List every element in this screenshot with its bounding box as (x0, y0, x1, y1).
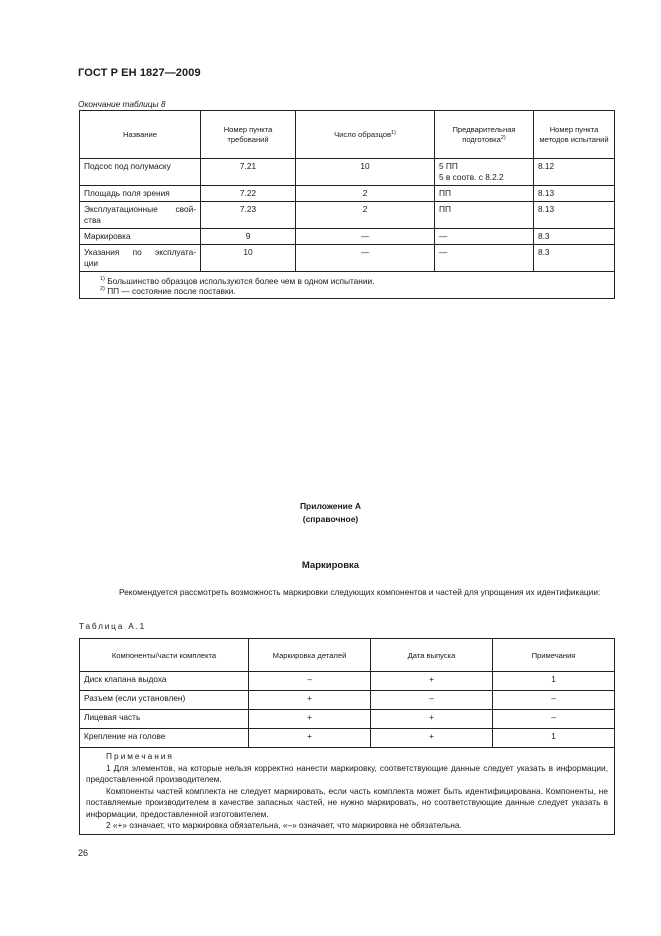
table8-cell-samples: 10 (296, 159, 435, 186)
notes-heading: Примечания (106, 751, 174, 761)
intro-paragraph: Рекомендуется рассмотреть возможность маркировки следующих компонентов и частей для упрощения их идентификации: (119, 587, 601, 597)
table8-cell-samples: — (296, 229, 435, 245)
table8-cell-samples: 2 (296, 202, 435, 229)
appendix-title-block (0, 500, 661, 526)
table8-col-prep: Предварительная подготовка$^{2)}$ (435, 111, 534, 159)
table8-cell-method: 8.12 (534, 159, 615, 186)
table8-cell-name: Эксплуатационные свой- ства (80, 202, 201, 229)
table8-cell-req: 7.21 (201, 159, 296, 186)
table8-cell-prep: 5 ПП 5 в соотв. с 8.2.2 (435, 159, 534, 186)
table8-cell-samples: 2 (296, 186, 435, 202)
table8-cell-name: Площадь поля зрения (80, 186, 201, 202)
tableA1-cell-date: + (371, 729, 493, 748)
table8-col-samples: Число образцов$^{1)}$ (296, 111, 435, 159)
table-row (80, 691, 615, 710)
table8-col-method: Номер пункта методов испытаний (534, 111, 615, 159)
tableA1-cell-note: 1 (493, 729, 615, 748)
document-header: ГОСТ Р ЕН 1827—2009 (78, 67, 201, 79)
table8-cell-name: Подсос под полумаску (80, 159, 201, 186)
table8-cell-name: Указания по эксплуата- ции (80, 245, 201, 272)
tableA1-cell-note: – (493, 691, 615, 710)
note-components: Компоненты частей комплекта не следует маркировать, если часть комплекта может быть идентифицирована. Компоненты, не поставляемые производителем в качестве запасных частей, не нужно маркировать, но соответствующие данные следует указать в информации, предоставленной изготовителем. (86, 785, 608, 819)
footnote-2: $^{2)}$ ПП — состояние после поставки. (100, 286, 236, 296)
table8-cell-method: 8.13 (534, 186, 615, 202)
table-row (80, 159, 615, 186)
tableA1-col-date: Дата выпуска (371, 639, 493, 672)
table-row (80, 202, 615, 229)
table8-col-name: Название (80, 111, 201, 159)
table8-cell-prep: ПП (435, 202, 534, 229)
table8-cell-prep: — (435, 245, 534, 272)
table8-cell-prep: ПП (435, 186, 534, 202)
tableA1-cell-date: + (371, 672, 493, 691)
appendix-subtitle: (справочное) (302, 514, 359, 524)
tableA1-cell-marking: + (249, 710, 371, 729)
table-row (80, 245, 615, 272)
table8-cell-prep: — (435, 229, 534, 245)
tableA1-cell-note: 1 (493, 672, 615, 691)
footnote-1: $^{1)}$ Большинство образцов используются более чем в одном испытании. (100, 276, 375, 286)
table8-cell-req: 10 (201, 245, 296, 272)
note-1: 1 Для элементов, на которые нельзя корректно нанести маркировку, соответствующие данные следует указать в информации, предоставленной производителем. (86, 762, 608, 784)
tableA1-cell-date: + (371, 710, 493, 729)
table8-cell-method: 8.3 (534, 229, 615, 245)
tableA1-cell-date: – (371, 691, 493, 710)
table-row (80, 229, 615, 245)
note-2: 2 «+» означает, что маркировка обязательна, «–» означает, что маркировка не обязательна. (106, 820, 462, 830)
table8-cell-req: 7.23 (201, 202, 296, 229)
table8-cell-req: 9 (201, 229, 296, 245)
tableA1-caption: Таблица А.1 (79, 621, 147, 631)
tableA1-col-components: Компоненты/части комплекта (80, 639, 249, 672)
tableA1-cell-component: Лицевая часть (80, 710, 249, 729)
table8-cell-method: 8.13 (534, 202, 615, 229)
tableA1-cell-marking: + (249, 691, 371, 710)
tableA1-cell-component: Крепление на голове (80, 729, 249, 748)
tableA1-cell-note: – (493, 710, 615, 729)
table8-caption: Окончание таблицы 8 (78, 99, 166, 109)
table-row (80, 710, 615, 729)
table-row (80, 729, 615, 748)
tableA1-col-notes: Примечания (493, 639, 615, 672)
tableA1-cell-component: Диск клапана выдоха (80, 672, 249, 691)
section-heading: Маркировка (301, 560, 360, 571)
tableA1-cell-marking: + (249, 729, 371, 748)
tableA1-notes-row (80, 748, 615, 835)
tableA1-col-marking: Маркировка деталей (249, 639, 371, 672)
table8-cell-name: Маркировка (80, 229, 201, 245)
table-8 (79, 110, 615, 299)
page-number: 26 (78, 848, 89, 858)
tableA1-cell-marking: – (249, 672, 371, 691)
table8-footnotes (80, 272, 615, 299)
appendix-title: Приложение А (299, 501, 362, 511)
table8-header-row (80, 111, 615, 159)
table8-cell-method: 8.3 (534, 245, 615, 272)
table-row (80, 672, 615, 691)
table8-col-req: Номер пункта требований (201, 111, 296, 159)
table-a1 (79, 638, 615, 835)
table-row (80, 186, 615, 202)
tableA1-notes-cell (80, 748, 615, 835)
table8-footnotes-cell (80, 272, 615, 299)
tableA1-cell-component: Разъем (если установлен) (80, 691, 249, 710)
tableA1-header-row (80, 639, 615, 672)
table8-cell-req: 7.22 (201, 186, 296, 202)
table8-cell-samples: — (296, 245, 435, 272)
